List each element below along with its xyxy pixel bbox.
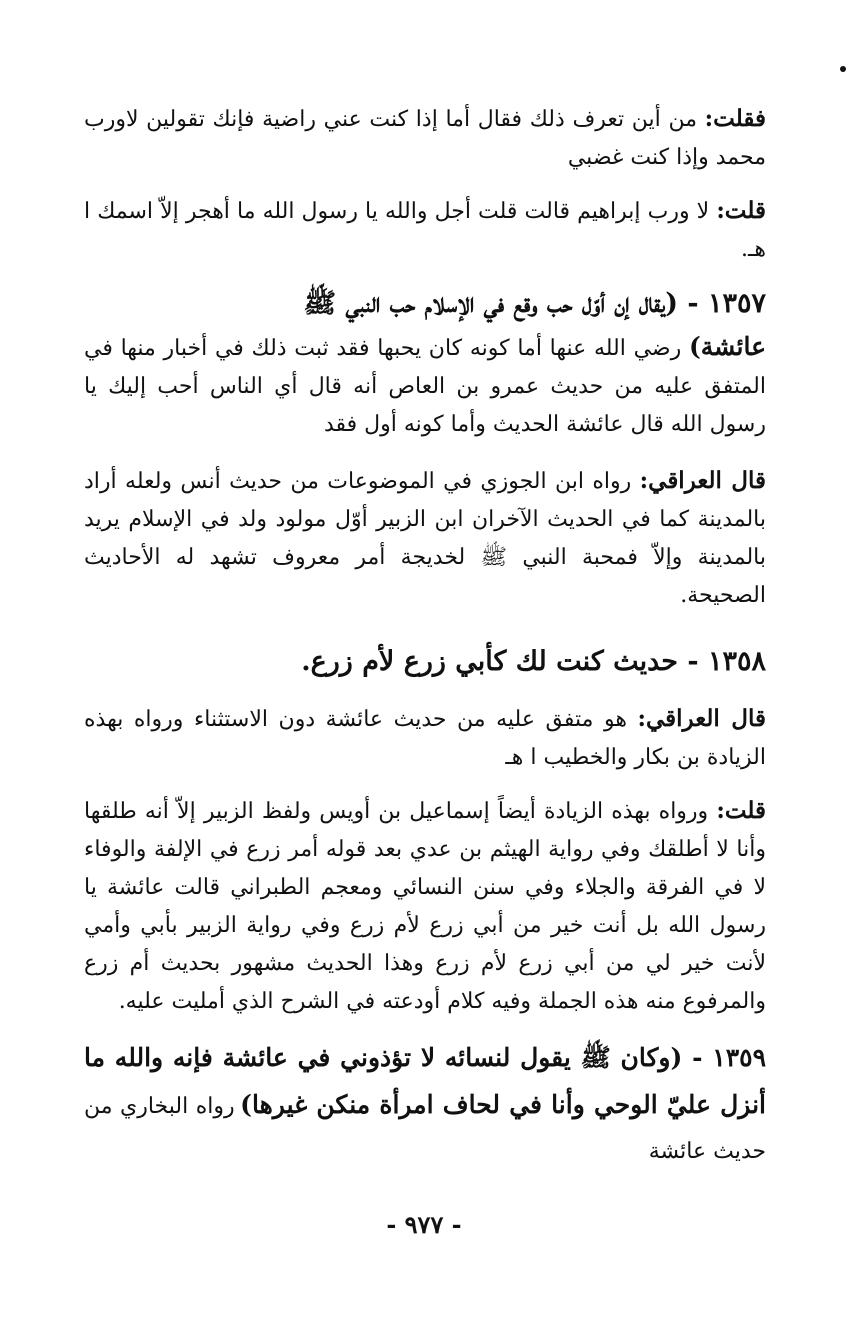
- paragraph-qult-1: [84, 192, 766, 269]
- paragraph-text: رواه ابن الجوزي في الموضوعات من حديث أنس ولعله أراد بالمدينة كما في الحديث الآخران ابن الزبير أوّل مولود ولد في الإسلام يريد بالمدينة وإلاّ فمحبة النبي ﷺ لخديجة أمر معروف تشهد له الأحاديث الصحيحة.: [84, 469, 766, 608]
- hadith-1358: [84, 638, 766, 686]
- paragraph-text: ورواه بهذه الزيادة أيضاً إسماعيل بن أويس ولفظ الزبير إلاّ أنه طلقها وأنا لا أطلقك وفي رواية الهيثم بن عدي بعد قوله أمر زرع في الإلفة والوفاء لا في الفرقة والجلاء وفي سنن النسائي ومعجم الطبراني قالت عائشة يا رسول الله بل أنت خير من أبي زرع لأم زرع وفي رواية الزبير بأبي وأمي لأنت خير لي من أبي زرع لأم زرع وهذا الحديث مشهور بحديث أم زرع والمرفوع منه هذه الجملة وفيه كلام أودعته في الشرح الذي أمليت عليه.: [84, 799, 766, 1014]
- hadith-1359: [84, 1036, 766, 1175]
- hadith-heading: ١٣٥٧ - (يقال إن أوّل حب وقع في الإسلام حب النبي ﷺ: [303, 288, 766, 319]
- paragraph-qult-2: [84, 792, 766, 1021]
- paragraph-iraqi-1: [84, 462, 766, 615]
- margin-dot: [840, 66, 846, 72]
- paragraph-text: هو متفق عليه من حديث عائشة دون الاستثناء ورواه بهذه الزيادة بن بكار والخطيب ا هـ: [84, 707, 766, 770]
- hadith-text: رواه البخاري من حديث عائشة: [84, 1094, 766, 1164]
- paragraph-lead: قلت:: [716, 797, 767, 824]
- hadith-heading-tail: عائشة): [688, 332, 766, 361]
- paragraph-text: لا ورب إبراهيم قالت قلت أجل والله يا رسول الله ما أهجر إلاّ اسمك ا هـ.: [84, 199, 766, 262]
- hadith-body: [84, 328, 766, 444]
- paragraph-text: من أين تعرف ذلك فقال أما إذا كنت عني راضية فإنك تقولين لاورب محمد وإذا كنت غضبي: [84, 107, 766, 170]
- paragraph-iraqi-2: [84, 700, 766, 777]
- paragraph-lead: قال العراقي:: [637, 705, 766, 732]
- paragraph-lead: فقلت:: [704, 105, 766, 132]
- page-number: - ٩٧٧ -: [386, 1210, 462, 1239]
- paragraph-faqult: [84, 100, 766, 177]
- paragraph-lead: قلت:: [716, 197, 766, 224]
- paragraph-lead: قال العراقي:: [639, 467, 766, 494]
- hadith-1357: [84, 280, 766, 444]
- hadith-text: رضي الله عنها أما كونه كان يحبها فقد ثبت ذلك في أخبار منها في المتفق عليه من حديث عمرو بن العاص أنه قال أي الناس أحب إليك يا رسول الله قال عائشة الحديث وأما كونه أول فقد: [84, 336, 766, 437]
- hadith-heading: ١٣٥٩ - (وكان ﷺ يقول لنسائه لا تؤذوني في عائشة فإنه والله ما أنزل عليّ الوحي وأنا في لحاف امرأة منكن غيرها): [84, 1043, 766, 1119]
- hadith-heading: ١٣٥٨ - حديث كنت لك كأبي زرع لأم زرع.: [301, 646, 766, 677]
